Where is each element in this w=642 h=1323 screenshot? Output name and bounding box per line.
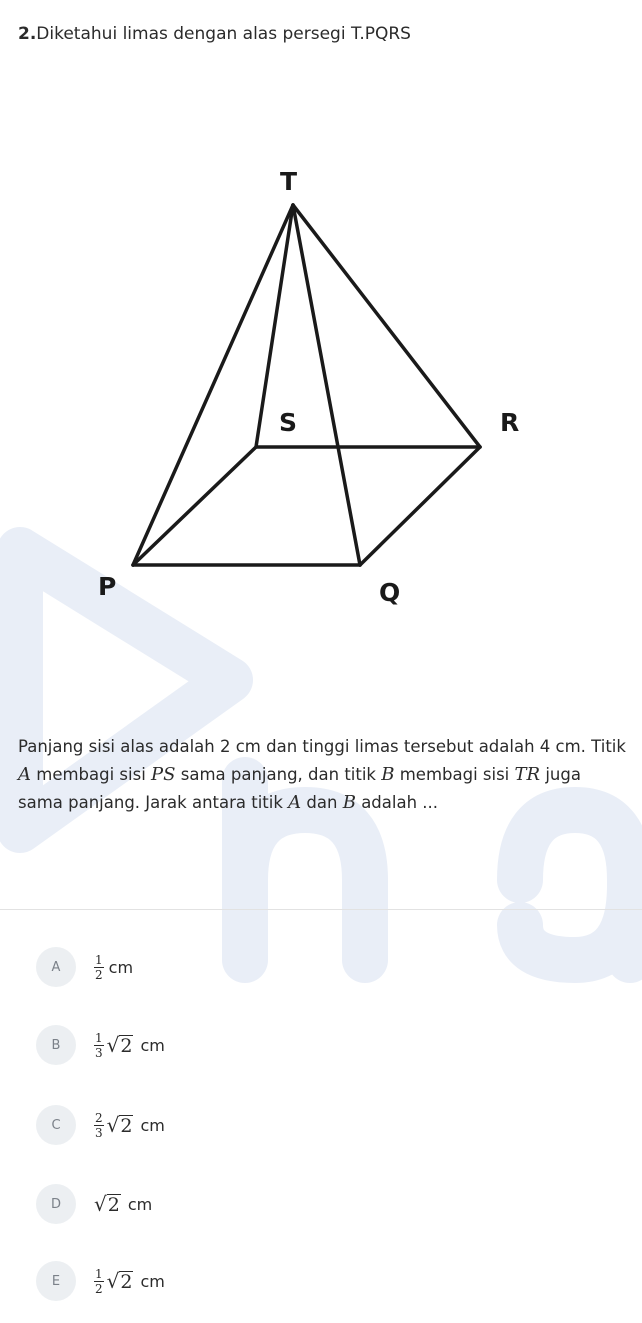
option-value bbox=[94, 1268, 165, 1295]
edge-tq bbox=[293, 205, 360, 565]
question-text-part: membagi sisi bbox=[394, 765, 515, 784]
square-root bbox=[94, 1193, 121, 1215]
answer-option-e[interactable] bbox=[36, 1253, 165, 1309]
math-variable: PS bbox=[151, 764, 176, 785]
fraction-numerator: 1 bbox=[95, 1030, 103, 1045]
option-letter-badge: A bbox=[36, 947, 76, 987]
question-text-part: dan bbox=[301, 793, 343, 812]
answer-option-d[interactable] bbox=[36, 1176, 152, 1232]
option-unit: cm bbox=[140, 1115, 165, 1135]
option-value bbox=[94, 1032, 165, 1059]
option-letter-badge: E bbox=[36, 1261, 76, 1301]
option-letter-badge: D bbox=[36, 1184, 76, 1224]
edge-tr bbox=[293, 205, 480, 447]
math-variable: TR bbox=[514, 764, 541, 785]
square-root bbox=[107, 1114, 134, 1136]
fraction-numerator: 2 bbox=[95, 1110, 103, 1125]
math-variable: B bbox=[381, 764, 395, 785]
math-variable: A bbox=[288, 792, 302, 813]
vertex-label-s: S bbox=[279, 408, 298, 437]
square-root bbox=[107, 1034, 134, 1056]
option-value bbox=[94, 954, 133, 981]
option-unit: cm bbox=[140, 1035, 165, 1055]
answer-option-b[interactable] bbox=[36, 1017, 165, 1073]
fraction-denominator: 2 bbox=[95, 967, 103, 982]
question-number: 2. bbox=[18, 24, 37, 44]
option-unit: cm bbox=[140, 1271, 165, 1291]
radicand: 2 bbox=[107, 1194, 120, 1216]
fraction bbox=[94, 954, 104, 981]
fraction-numerator: 1 bbox=[95, 952, 103, 967]
question-text-part: sama panjang, dan titik bbox=[175, 765, 382, 784]
edge-ps bbox=[133, 447, 256, 565]
option-value bbox=[94, 1112, 165, 1139]
square-root bbox=[107, 1270, 134, 1292]
vertex-label-p: P bbox=[98, 572, 117, 601]
section-divider bbox=[0, 909, 642, 910]
fraction bbox=[94, 1268, 104, 1295]
fraction bbox=[94, 1112, 104, 1139]
question-body bbox=[18, 733, 628, 817]
vertex-label-r: R bbox=[500, 408, 520, 437]
fraction bbox=[94, 1032, 104, 1059]
vertex-label-t: T bbox=[280, 167, 298, 196]
option-letter-badge: B bbox=[36, 1025, 76, 1065]
question-title-text: Diketahui limas dengan alas persegi T.PQRS bbox=[36, 24, 411, 44]
answer-option-c[interactable] bbox=[36, 1097, 165, 1153]
radical-sign: √ bbox=[94, 1192, 107, 1216]
fraction-denominator: 3 bbox=[95, 1045, 103, 1060]
question-text-part: Panjang sisi alas adalah 2 cm dan tinggi limas tersebut adalah 4 cm. Titik bbox=[18, 737, 626, 756]
radical-sign: √ bbox=[106, 1113, 120, 1137]
question-text-part: adalah ... bbox=[355, 793, 439, 812]
option-unit: cm bbox=[108, 957, 134, 977]
radical-sign: √ bbox=[106, 1269, 120, 1293]
fraction-denominator: 2 bbox=[95, 1281, 103, 1296]
radicand: 2 bbox=[120, 1115, 133, 1137]
option-value bbox=[94, 1193, 152, 1215]
edge-tp bbox=[133, 205, 293, 565]
option-unit: cm bbox=[127, 1194, 153, 1214]
radicand: 2 bbox=[120, 1271, 133, 1293]
math-variable: B bbox=[342, 792, 356, 813]
question-text-part: membagi sisi bbox=[31, 765, 152, 784]
vertex-label-q: Q bbox=[379, 578, 401, 607]
option-letter-badge: C bbox=[36, 1105, 76, 1145]
pyramid-figure bbox=[0, 150, 642, 620]
edge-qr bbox=[360, 447, 480, 565]
fraction-numerator: 1 bbox=[95, 1266, 103, 1281]
math-variable: A bbox=[18, 764, 31, 785]
fraction-denominator: 3 bbox=[95, 1125, 103, 1140]
question-text-part: juga sama panjang. Jarak antara titik bbox=[18, 765, 581, 812]
answer-option-a[interactable] bbox=[36, 939, 133, 995]
question-title bbox=[18, 24, 411, 44]
radical-sign: √ bbox=[106, 1033, 120, 1057]
radicand: 2 bbox=[120, 1035, 133, 1057]
